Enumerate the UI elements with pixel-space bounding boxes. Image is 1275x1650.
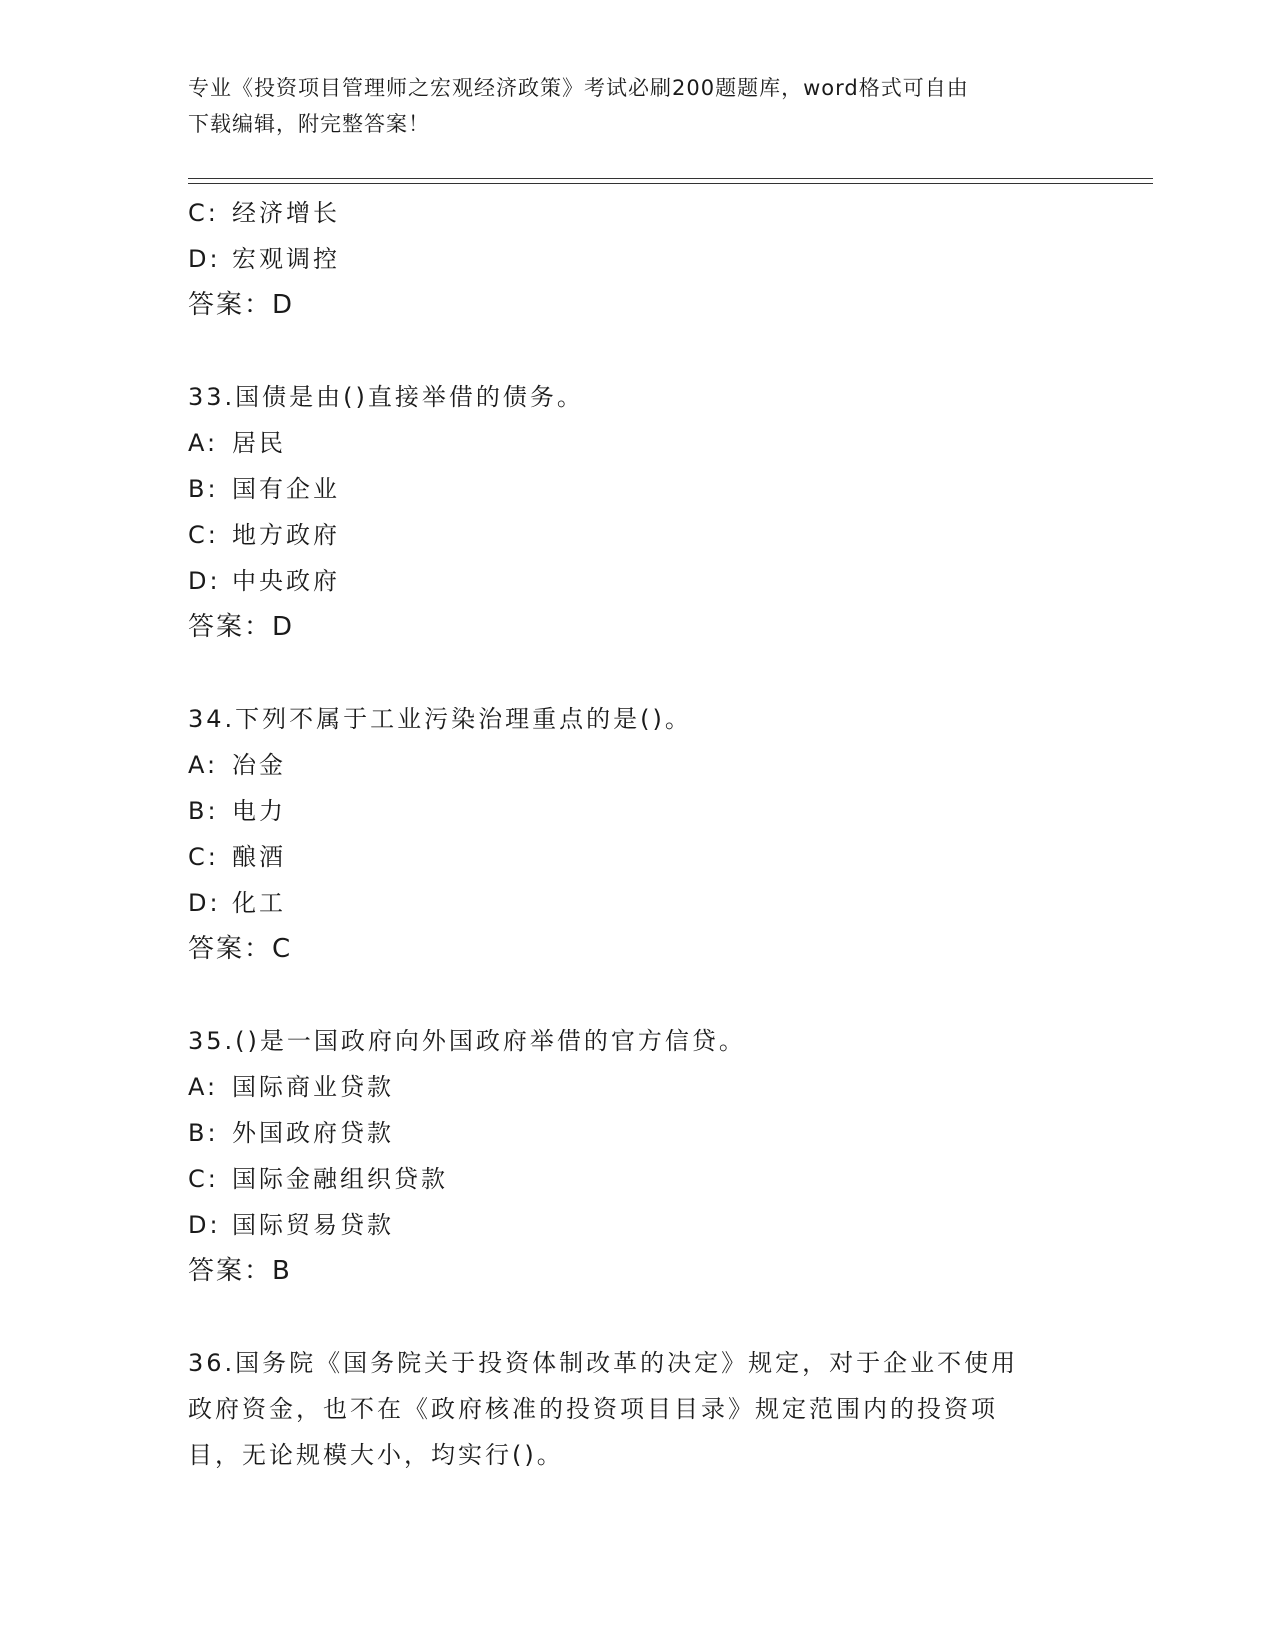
question-stem: 34.下列不属于工业污染治理重点的是()。 bbox=[188, 705, 692, 733]
spacer bbox=[188, 1294, 1088, 1340]
option-label: B: bbox=[188, 1119, 219, 1147]
question-stem-line-3: 目，无论规模大小，均实行()。 bbox=[188, 1441, 564, 1469]
question-stem-line-2: 政府资金，也不在《政府核准的投资项目目录》规定范围内的投资项 bbox=[188, 1395, 998, 1423]
option-label: A: bbox=[188, 1073, 219, 1101]
header-divider-bottom bbox=[188, 183, 1153, 184]
option-a bbox=[188, 1064, 1088, 1110]
option-text: 冶金 bbox=[232, 751, 286, 779]
question-stem-line-1: 36.国务院《国务院关于投资体制改革的决定》规定，对于企业不使用 bbox=[188, 1349, 1019, 1377]
option-c bbox=[188, 1156, 1088, 1202]
document-header bbox=[188, 70, 1088, 142]
question-32-continuation bbox=[188, 190, 1088, 328]
option-label: D: bbox=[188, 1211, 221, 1239]
option-label: D: bbox=[188, 245, 221, 273]
option-a bbox=[188, 742, 1088, 788]
option-d bbox=[188, 1202, 1088, 1248]
question-stem: 35.()是一国政府向外国政府举借的官方信贷。 bbox=[188, 1027, 746, 1055]
option-label: A: bbox=[188, 429, 219, 457]
answer-line: 答案：B bbox=[188, 1256, 292, 1286]
option-text: 中央政府 bbox=[232, 567, 340, 595]
option-label: A: bbox=[188, 751, 219, 779]
header-line-1: 专业《投资项目管理师之宏观经济政策》考试必刷200题题库，word格式可自由 bbox=[188, 76, 969, 100]
question-list bbox=[188, 190, 1088, 1478]
option-a bbox=[188, 420, 1088, 466]
header-line-2: 下载编辑，附完整答案！ bbox=[188, 112, 430, 136]
spacer bbox=[188, 328, 1088, 374]
option-text: 国有企业 bbox=[232, 475, 340, 503]
option-label: D: bbox=[188, 567, 221, 595]
option-c bbox=[188, 190, 1088, 236]
question-36 bbox=[188, 1340, 1088, 1478]
option-label: B: bbox=[188, 797, 219, 825]
option-text: 国际金融组织贷款 bbox=[232, 1165, 448, 1193]
question-34 bbox=[188, 696, 1088, 972]
option-label: D: bbox=[188, 889, 221, 917]
option-label: C: bbox=[188, 1165, 219, 1193]
spacer bbox=[188, 972, 1088, 1018]
option-d bbox=[188, 880, 1088, 926]
answer-line: 答案：D bbox=[188, 290, 295, 320]
question-33 bbox=[188, 374, 1088, 650]
option-c bbox=[188, 512, 1088, 558]
answer-line: 答案：D bbox=[188, 612, 295, 642]
question-stem: 33.国债是由()直接举借的债务。 bbox=[188, 383, 584, 411]
option-c bbox=[188, 834, 1088, 880]
question-35 bbox=[188, 1018, 1088, 1294]
option-text: 化工 bbox=[232, 889, 286, 917]
option-text: 国际商业贷款 bbox=[232, 1073, 394, 1101]
header-divider-top bbox=[188, 178, 1153, 179]
option-text: 电力 bbox=[232, 797, 286, 825]
option-d bbox=[188, 236, 1088, 282]
option-text: 国际贸易贷款 bbox=[232, 1211, 394, 1239]
spacer bbox=[188, 650, 1088, 696]
option-b bbox=[188, 1110, 1088, 1156]
option-label: C: bbox=[188, 199, 219, 227]
option-d bbox=[188, 558, 1088, 604]
option-text: 地方政府 bbox=[232, 521, 340, 549]
option-label: C: bbox=[188, 843, 219, 871]
option-text: 酿酒 bbox=[232, 843, 286, 871]
option-b bbox=[188, 466, 1088, 512]
option-text: 外国政府贷款 bbox=[232, 1119, 394, 1147]
answer-line: 答案：C bbox=[188, 934, 293, 964]
option-text: 居民 bbox=[232, 429, 286, 457]
option-label: C: bbox=[188, 521, 219, 549]
option-b bbox=[188, 788, 1088, 834]
option-label: B: bbox=[188, 475, 219, 503]
option-text: 经济增长 bbox=[232, 199, 340, 227]
option-text: 宏观调控 bbox=[232, 245, 340, 273]
